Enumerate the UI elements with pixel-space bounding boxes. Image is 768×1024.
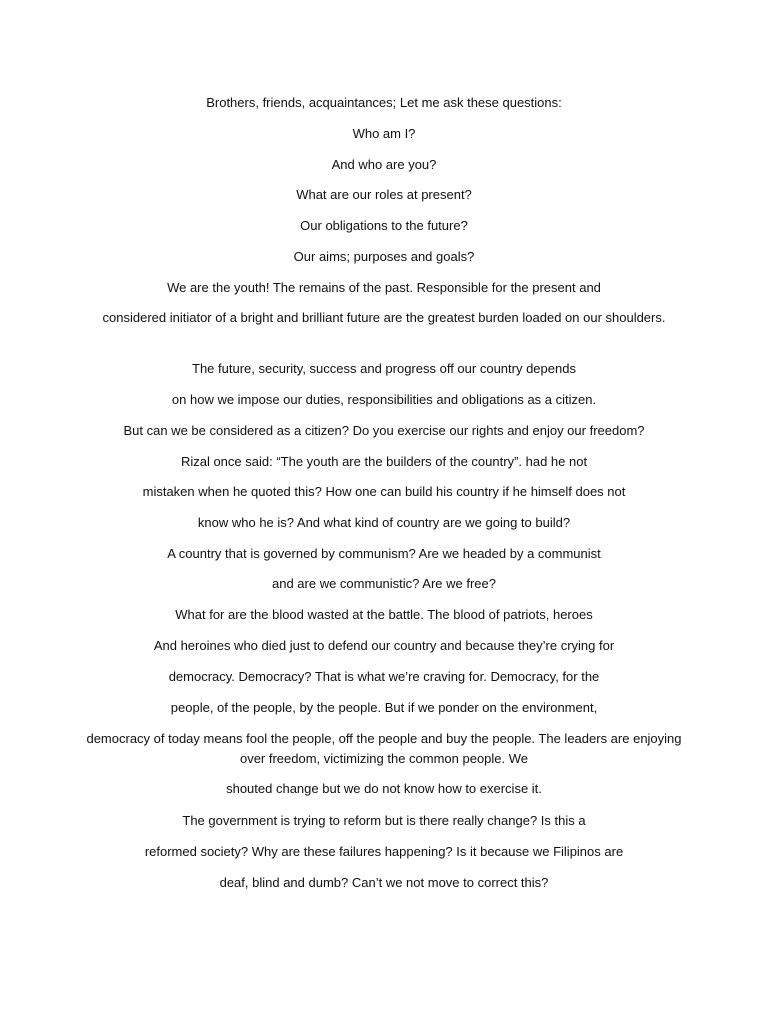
paragraph: A country that is governed by communism? Are we headed by a communist — [167, 546, 601, 561]
paragraph: Our aims; purposes and goals? — [293, 249, 475, 264]
paragraph: people, of the people, by the people. But if we ponder on the environment, — [170, 700, 598, 715]
paragraph: And who are you? — [331, 157, 437, 172]
paragraph: Brothers, friends, acquaintances; Let me ask these questions: — [206, 95, 562, 110]
paragraph: reformed society? Why are these failures happening? Is it because we Filipinos are — [144, 844, 624, 859]
paragraph: Our obligations to the future? — [300, 218, 468, 233]
paragraph: And heroines who died just to defend our country and because they’re crying for — [153, 638, 615, 653]
paragraph: on how we impose our duties, responsibilities and obligations as a citizen. — [171, 392, 597, 407]
paragraph: Rizal once said: “The youth are the builders of the country”. had he not — [180, 454, 588, 469]
paragraph: and are we communistic? Are we free? — [272, 576, 496, 591]
paragraph: What are our roles at present? — [296, 187, 472, 202]
paragraph: know who he is? And what kind of country are we going to build? — [197, 515, 571, 530]
paragraph: But can we be considered as a citizen? Do you exercise our rights and enjoy our freedom? — [123, 423, 645, 438]
paragraph: We are the youth! The remains of the past. Responsible for the present and — [167, 280, 601, 295]
paragraph: considered initiator of a bright and brilliant future are the greatest burden loaded on our shoulders. — [102, 310, 666, 325]
paragraph: deaf, blind and dumb? Can’t we not move to correct this? — [219, 875, 549, 890]
paragraph: What for are the blood wasted at the battle. The blood of patriots, heroes — [175, 607, 593, 622]
paragraph: The government is trying to reform but is there really change? Is this a — [182, 813, 586, 828]
paragraph: mistaken when he quoted this? How one can build his country if he himself does not — [142, 484, 626, 499]
paragraph: The future, security, success and progress off our country depends — [192, 361, 576, 376]
paragraph: democracy of today means fool the people, off the people and buy the people. The leaders are enjoying over freedom, victimizing the common people. We — [86, 731, 682, 766]
paragraph: Who am I? — [352, 126, 416, 141]
paragraph: shouted change but we do not know how to exercise it. — [226, 781, 542, 796]
paragraph: democracy. Democracy? That is what we’re craving for. Democracy, for the — [168, 669, 600, 684]
